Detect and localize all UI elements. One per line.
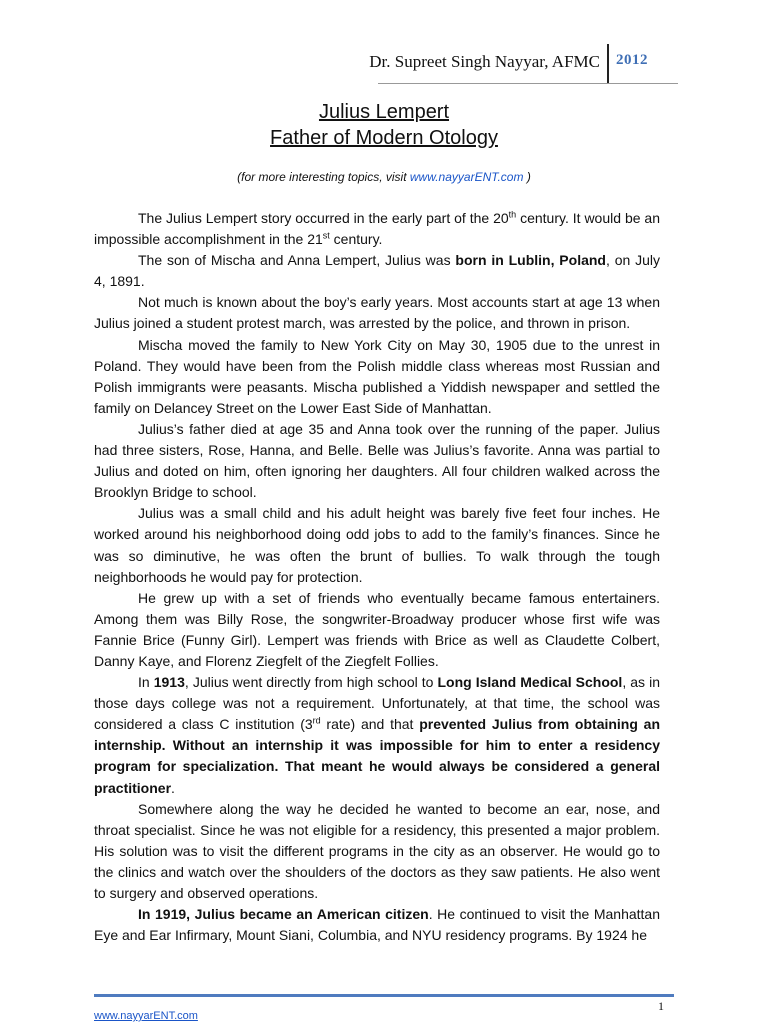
text-run: , on July 4, 1891. — [94, 252, 660, 290]
text-run: The Julius Lempert story occurred in the early part of the 20 — [138, 210, 509, 226]
article-body — [94, 208, 660, 946]
text-run: , Julius went directly from high school to — [184, 674, 438, 691]
paragraph-7: He grew up with a set of friends who eventually became famous entertainers. Among them was Billy Rose, the songwriter-Broadway producer whose first wife was Fannie Brice (Funny Girl). Lempert was friends with Brice as well as Claudette Colbert, Danny Kaye, and Florenz Ziegfelt of the Ziegfelt Follies. — [94, 589, 660, 669]
visit-note — [0, 170, 768, 184]
text-run: In — [138, 674, 154, 691]
footer-link[interactable]: www.nayyarENT.com — [94, 1010, 198, 1022]
title-line-2: Father of Modern Otology — [270, 127, 498, 149]
title-line-1: Julius Lempert — [318, 101, 450, 123]
footer-rule — [94, 994, 674, 997]
header-rule — [378, 83, 678, 84]
bold-run: 1913 — [153, 674, 185, 691]
superscript: th — [508, 209, 517, 220]
text-run: rate) and that — [320, 716, 420, 733]
paragraph-6: Julius was a small child and his adult height was barely five feet four inches. He worked around his neighborhood doing odd jobs to add to the family’s finances. Since he was so diminutive, he was often the brunt of bullies. To walk through the tough neighborhoods he would pay for protection. — [94, 505, 660, 585]
text-run: The son of Mischa and Anna Lempert, Julius was — [138, 252, 456, 269]
header-separator — [607, 44, 609, 84]
paragraph-9: Somewhere along the way he decided he wanted to become an ear, nose, and throat specialist. Since he was not eligible for a residency, this presented a major problem. His solution was to visit the different programs in the city as an observer. He would go to the clinics and watch over the shoulders of the doctors as they saw patients. He also went to surgery and observed operations. — [94, 800, 660, 901]
header-year: 2012 — [616, 52, 648, 68]
document-title — [0, 99, 768, 151]
text-run: . — [171, 779, 175, 796]
text-run: . He continued to visit the Manhattan Eye and Ear Infirmary, Mount Siani, Columbia, and NYU residency programs. By 1924 he — [94, 906, 661, 944]
paragraph-8 — [94, 672, 660, 799]
bold-run: Long Island Medical School — [437, 674, 623, 691]
bold-run: prevented Julius from obtaining an internship. Without an internship it was impossible for him to enter a residency program for specialization. That meant he would always be considered a general practitioner — [94, 716, 661, 796]
page-number: 1 — [658, 999, 664, 1013]
header-author: Dr. Supreet Singh Nayyar, AFMC — [369, 52, 600, 71]
superscript: rd — [312, 715, 321, 726]
note-link[interactable]: www.nayyarENT.com — [409, 170, 524, 184]
note-suffix: ) — [523, 170, 531, 184]
note-prefix: (for more interesting topics, visit — [237, 170, 410, 184]
paragraph-4: Mischa moved the family to New York City on May 30, 1905 due to the unrest in Poland. They would have been from the Polish middle class whereas most Russian and Polish immigrants were peasants. Mischa published a Yiddish newspaper and settled the family on Delancey Street on the Lower East Side of Manhattan. — [94, 336, 660, 416]
paragraph-1 — [94, 208, 660, 250]
bold-run: In 1919, Julius became an American citizen — [138, 906, 429, 923]
bold-run: born in Lublin, Poland — [455, 252, 606, 269]
paragraph-3: Not much is known about the boy’s early years. Most accounts start at age 13 when Julius joined a student protest march, was arrested by the police, and thrown in prison. — [94, 294, 660, 332]
paragraph-2 — [94, 250, 660, 292]
text-run: , as in those days college was not a requirement. Unfortunately, at that time, the school was considered a class C institution (3 — [94, 674, 660, 733]
text-run: century. It would be an impossible accomplishment in the 21 — [94, 210, 660, 248]
paragraph-10 — [94, 904, 660, 946]
superscript: st — [322, 230, 330, 241]
paragraph-5: Julius’s father died at age 35 and Anna took over the running of the paper. Julius had three sisters, Rose, Hanna, and Belle. Belle was Julius’s favorite. Anna was partial to Julius and doted on him, often ignoring her daughters. All four children walked across the Brooklyn Bridge to school. — [94, 420, 660, 501]
text-run: century. — [329, 231, 383, 248]
